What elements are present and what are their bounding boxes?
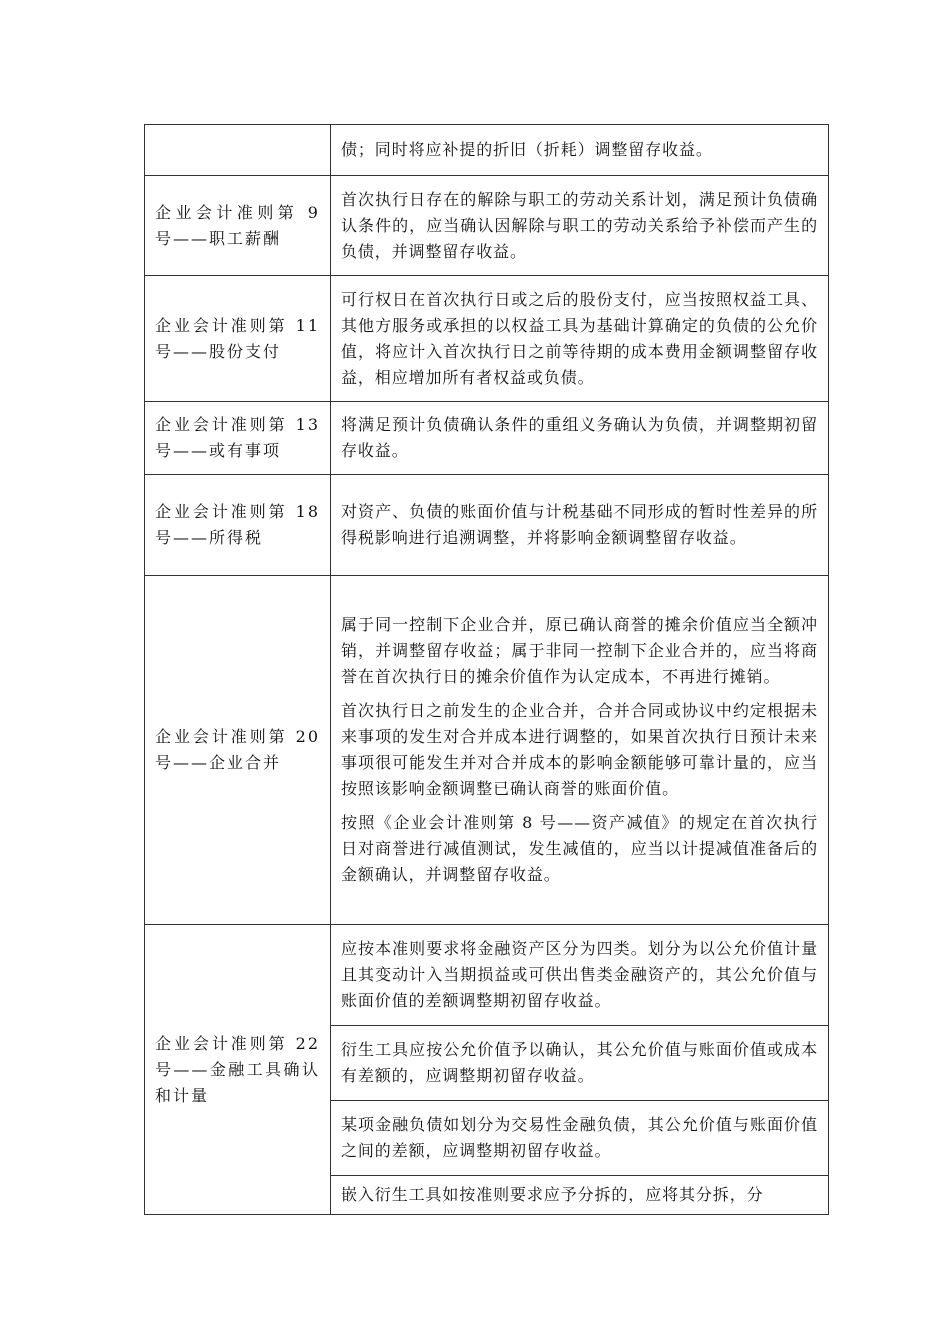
standards-table [144, 124, 829, 1215]
treatment-paragraph: 衍生工具应按公允价值予以确认，其公允价值与账面价值或成本有差额的，应调整期初留存收益。 [341, 1040, 818, 1085]
table-row [145, 475, 829, 576]
treatment-paragraph: 首次执行日之前发生的企业合并，合并合同或协议中约定根据未来事项的发生对合并成本进行调整的，如果首次执行日预计未来事项很可能发生并对合并成本的影响金额能够可靠计量的，应当按照该影响金额调整已确认商誉的账面价值。 [341, 701, 818, 798]
treatment-paragraph: 首次执行日存在的解除与职工的劳动关系计划，满足预计负债确认条件的，应当确认因解除与职工的劳动关系给予补偿而产生的负债，并调整留存收益。 [341, 189, 818, 261]
table-row [145, 276, 829, 402]
treatment-paragraph: 债；同时将应补提的折旧（折耗）调整留存收益。 [341, 140, 713, 159]
table-row [145, 925, 829, 1026]
table-row [145, 576, 829, 925]
standard-name-cell: 企业会计准则第 13 号——或有事项 [145, 402, 331, 475]
standard-name-cell: 企业会计准则第 11 号——股份支付 [145, 276, 331, 402]
treatment-cell [331, 1026, 829, 1101]
treatment-cell [331, 402, 829, 475]
table-row [145, 402, 829, 475]
standard-name-cell: 企业会计准则第 18 号——所得税 [145, 475, 331, 576]
treatment-cell [331, 176, 829, 276]
treatment-cell [331, 576, 829, 925]
treatment-cell [331, 1101, 829, 1176]
standard-name-cell: 企业会计准则第 20 号——企业合并 [145, 576, 331, 925]
treatment-paragraph: 应按本准则要求将金融资产区分为四类。划分为以公允价值计量且其变动计入当期损益或可供出售类金融资产的，其公允价值与账面价值的差额调整期初留存收益。 [341, 939, 818, 1010]
table-row [145, 176, 829, 276]
treatment-cell [331, 925, 829, 1026]
treatment-paragraph: 可行权日在首次执行日或之后的股份支付，应当按照权益工具、其他方服务或承担的以权益工具为基础计算确定的负债的公允价值，将应计入首次执行日之前等待期的成本费用金额调整留存收益，相应增加所有者权益或负债。 [341, 289, 818, 387]
treatment-paragraph: 对资产、负债的账面价值与计税基础不同形成的暂时性差异的所得税影响进行追溯调整，并将影响金额调整留存收益。 [341, 502, 818, 547]
standard-name-cell: 企业会计准则第 9 号——职工薪酬 [145, 176, 331, 276]
treatment-paragraph: 某项金融负债如划分为交易性金融负债，其公允价值与账面价值之间的差额，应调整期初留存收益。 [341, 1115, 818, 1160]
table-row [145, 125, 829, 176]
treatment-cell [331, 276, 829, 402]
treatment-paragraph: 将满足预计负债确认条件的重组义务确认为负债，并调整期初留存收益。 [341, 415, 818, 460]
standard-name-cell: 企业会计准则第 22 号——金融工具确认和计量 [145, 925, 331, 1215]
treatment-paragraph: 属于同一控制下企业合并，原已确认商誉的摊余价值应当全额冲销，并调整留存收益；属于非同一控制下企业合并的，应当将商誉在首次执行日的摊余价值作为认定成本，不再进行摊销。 [341, 615, 818, 686]
treatment-cell [331, 1176, 829, 1215]
treatment-paragraph: 按照《企业会计准则第 8 号——资产减值》的规定在首次执行日对商誉进行减值测试，发生减值的，应当以计提减值准备后的金额确认，并调整留存收益。 [341, 813, 818, 884]
treatment-cell [331, 125, 829, 176]
standard-name-cell [145, 125, 331, 176]
treatment-cell [331, 475, 829, 576]
treatment-paragraph: 嵌入衍生工具如按准则要求应予分拆的，应将其分拆，分 [341, 1185, 764, 1204]
